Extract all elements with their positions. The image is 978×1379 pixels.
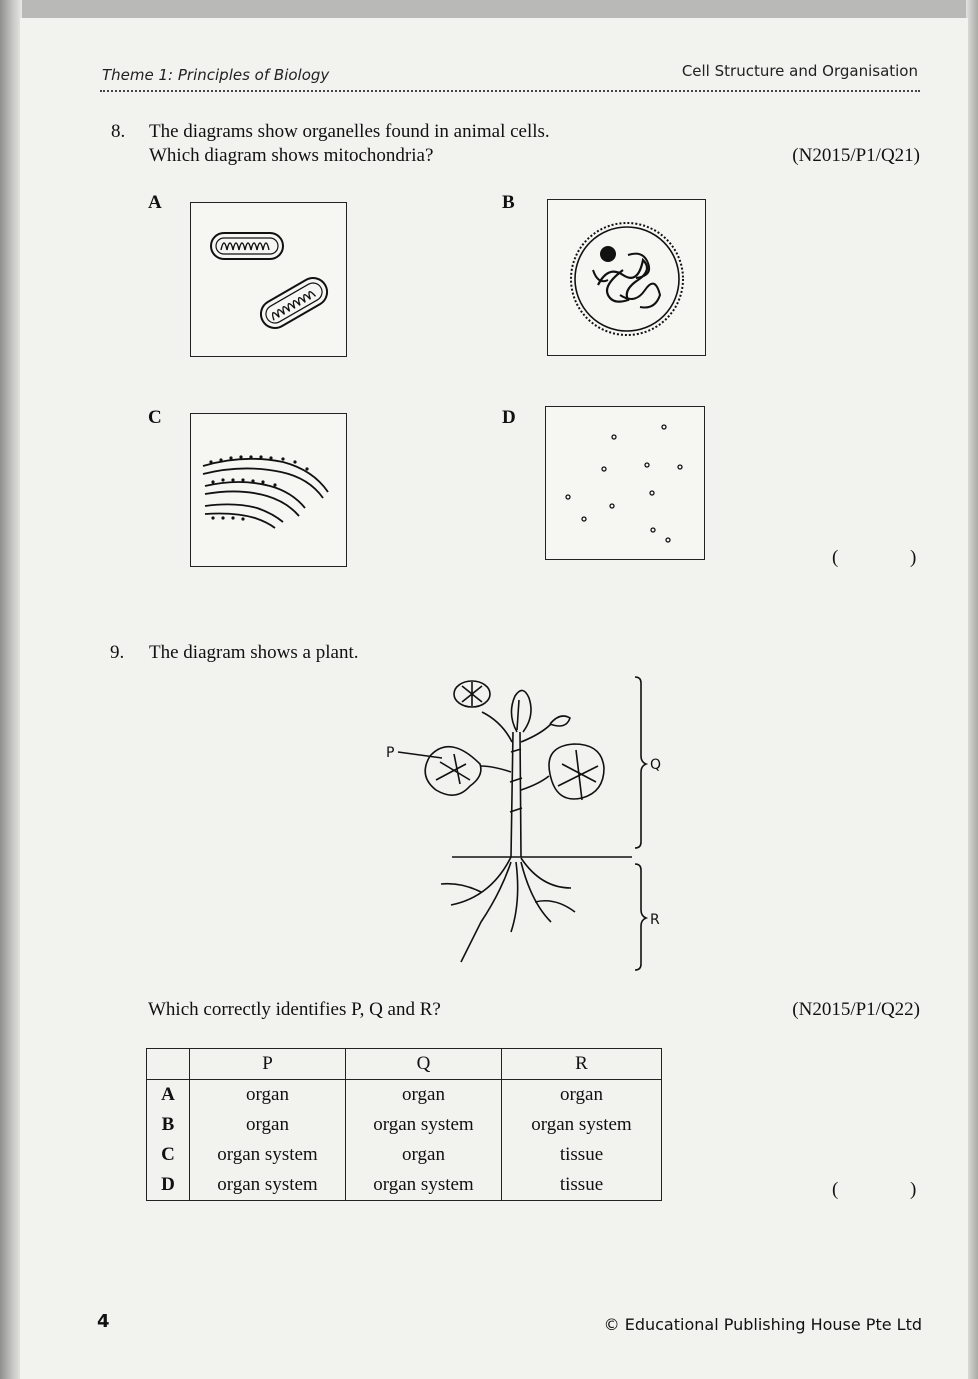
table-header-row: [147, 1049, 662, 1080]
table-header-cell: P: [190, 1049, 346, 1080]
ribosomes-illustration: [546, 407, 704, 559]
q9-question: Which correctly identifies P, Q and R?: [148, 999, 441, 1020]
plant-label-p: P: [386, 745, 395, 761]
book-spine-shadow: [0, 0, 22, 1379]
table-cell: organ system: [346, 1110, 502, 1140]
option-a-diagram: [190, 202, 347, 357]
table-cell: organ: [502, 1080, 662, 1111]
q9-stem: The diagram shows a plant.: [149, 642, 359, 663]
row-label: B: [147, 1110, 190, 1140]
q8-option-c-label: C: [148, 407, 162, 428]
header-rule: [100, 90, 920, 92]
table-row: [147, 1110, 662, 1140]
table-cell: organ system: [502, 1110, 662, 1140]
option-d-diagram: [545, 406, 705, 560]
table-cell: organ: [190, 1080, 346, 1111]
copyright-notice: © Educational Publishing House Pte Ltd: [603, 1315, 922, 1334]
table-row: [147, 1170, 662, 1201]
table-header-cell: R: [502, 1049, 662, 1080]
q9-source: (N2015/P1/Q22): [792, 999, 920, 1020]
q8-option-b-label: B: [502, 192, 515, 213]
q9-answer-close-bracket: ): [910, 1179, 917, 1200]
plant-diagram: [380, 672, 680, 977]
nucleus-illustration: [548, 200, 705, 355]
mitochondria-illustration: [191, 203, 346, 356]
row-label: C: [147, 1140, 190, 1170]
header-chapter: Cell Structure and Organisation: [681, 62, 918, 80]
q8-option-a-label: A: [148, 192, 162, 213]
table-cell: tissue: [502, 1140, 662, 1170]
plant-label-q: Q: [650, 757, 662, 773]
q8-answer-close-bracket: ): [910, 547, 917, 568]
table-cell: organ: [346, 1140, 502, 1170]
table-cell: tissue: [502, 1170, 662, 1201]
q9-answer-open-bracket: (: [832, 1179, 839, 1200]
table-cell: organ system: [190, 1170, 346, 1201]
row-label: A: [147, 1080, 190, 1111]
table-header-cell: [147, 1049, 190, 1080]
q8-answer-open-bracket: (: [832, 547, 839, 568]
option-b-diagram: [547, 199, 706, 356]
q9-number: 9.: [110, 642, 125, 663]
table-row: [147, 1080, 662, 1111]
q8-number: 8.: [111, 121, 126, 142]
table-cell: organ system: [346, 1170, 502, 1201]
q8-source: (N2015/P1/Q21): [792, 145, 920, 166]
q9-answer-table: [146, 1048, 662, 1201]
q8-stem-line1: The diagrams show organelles found in animal cells.: [149, 121, 550, 142]
header-theme: Theme 1: Principles of Biology: [102, 66, 330, 84]
plant-label-r: R: [650, 912, 660, 928]
page-number: 4: [97, 1311, 110, 1332]
endoplasmic-reticulum-illustration: [191, 414, 346, 566]
option-c-diagram: [190, 413, 347, 567]
table-cell: organ system: [190, 1140, 346, 1170]
q8-stem-line2: Which diagram shows mitochondria?: [149, 145, 434, 166]
table-row: [147, 1140, 662, 1170]
table-cell: organ: [346, 1080, 502, 1111]
row-label: D: [147, 1170, 190, 1201]
table-cell: organ: [190, 1110, 346, 1140]
q8-option-d-label: D: [502, 407, 516, 428]
table-header-cell: Q: [346, 1049, 502, 1080]
